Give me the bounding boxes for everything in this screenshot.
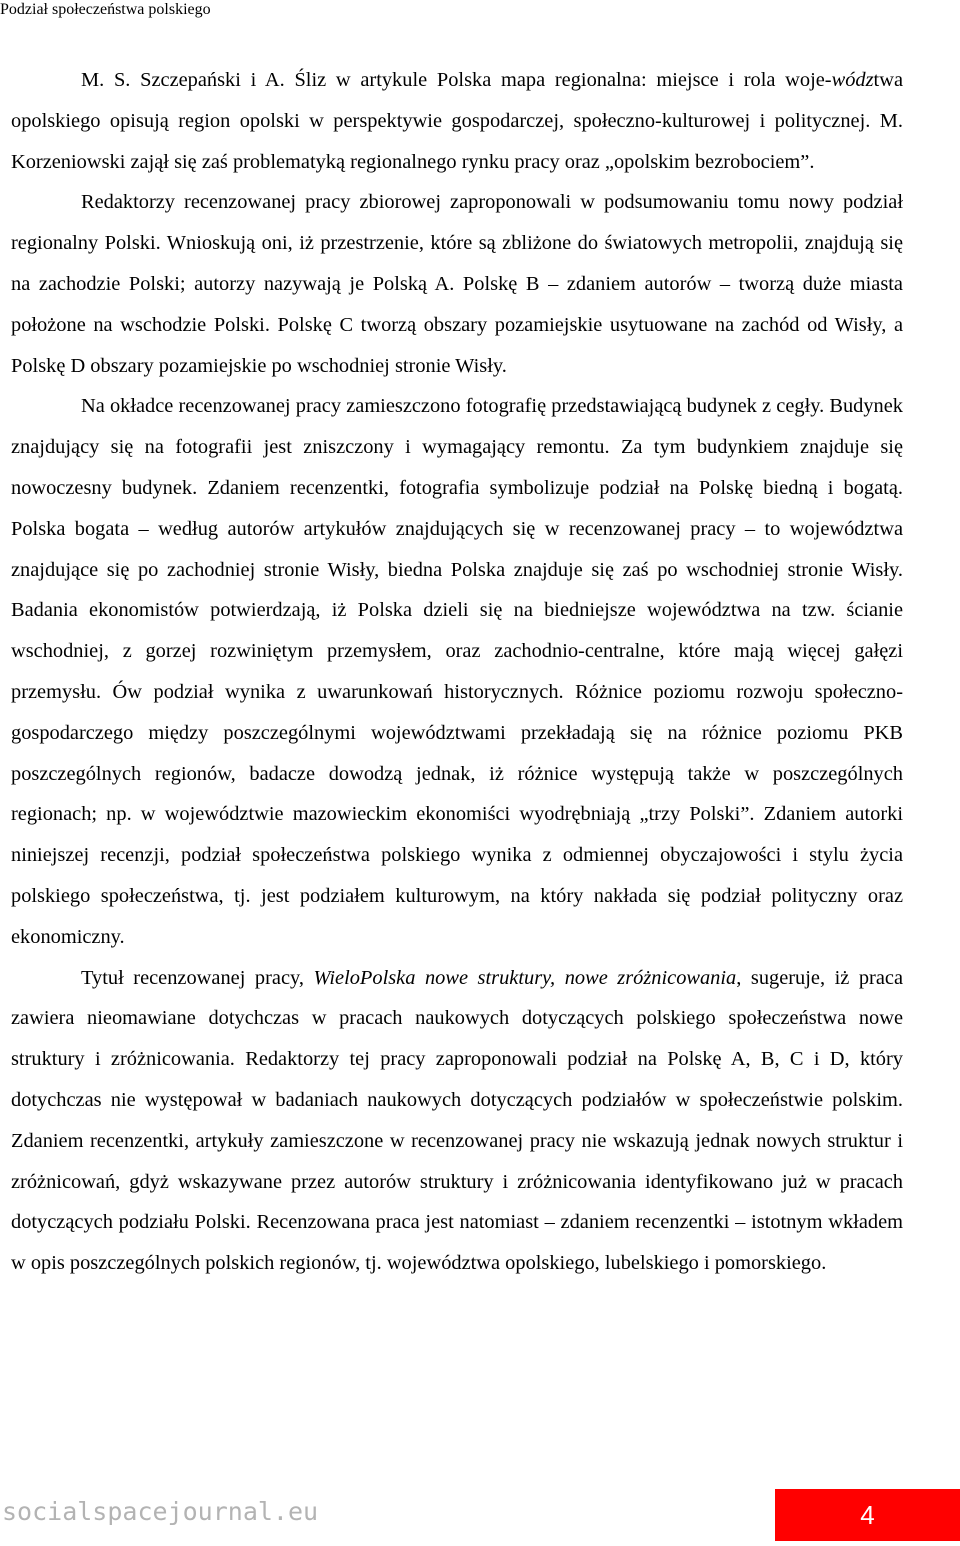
paragraph-1-part-c: twa opolskiego opisują region opolski w perspektywie gospodarczej, społeczno-kulturowej i politycznej. M. Korzeniowski zajął się zaś problematyką regionalnego rynku pracy oraz „opolskim bezrobociem”. <box>11 69 903 173</box>
paragraph-1-italic: wódz <box>831 69 874 91</box>
paragraph-1-part-a: M. S. Szczepański i A. Śliz w artykule Polska mapa regionalna: miejsce i rola woje- <box>81 69 832 91</box>
paragraph-4 <box>11 958 903 1284</box>
book-title: WieloPolska nowe struktury, nowe zróżnicowania <box>313 966 737 989</box>
article-body <box>11 60 903 1284</box>
running-head: Podział społeczeństwa polskiego <box>0 1 211 18</box>
footer-site-url: socialspacejournal.eu <box>2 1497 319 1526</box>
paragraph-3: Na okładce recenzowanej pracy zamieszczono fotografię przedstawiającą budynek z cegły. Budynek znajdujący się na fotografii jest zniszczony i wymagający remontu. Za tym budynkiem znajduje się nowoczesny budynek. Zdaniem recenzentki, fotografia symbolizuje podział na Polskę biedną i bogatą. Polska bogata – według autorów artykułów znajdujących się w recenzowanej pracy – to województwa znajdujące się po zachodniej stronie Wisły, biedna Polska znajduje się zaś po wschodniej stronie Wisły. Badania ekonomistów potwierdzają, iż Polska dzieli się na biedniejsze województwa na tzw. ścianie wschodniej, z gorzej rozwiniętym przemysłem, oraz zachodnio-centralne, które mają więcej gałęzi przemysłu. Ów podział wynika z uwarunkowań historycznych. Różnice poziomu rozwoju społeczno-gospodarczego między poszczególnymi województwami przekładają się na różnice poziomu PKB poszczególnych regionów, badacze dowodzą jednak, iż różnice występują także w poszczególnych regionach; np. w województwie mazowieckim ekonomiści wyodrębniają „trzy Polski”. Zdaniem autorki niniejszej recenzji, podział społeczeństwa polskiego wynika z odmiennej obyczajowości i stylu życia polskiego społeczeństwa, tj. jest podziałem kulturowym, na który nakłada się podział polityczny oraz ekonomiczny. <box>11 395 903 948</box>
paragraph-1 <box>11 60 903 182</box>
paragraph-4-part-c: , sugeruje, iż praca zawiera nieomawiane dotychczas w pracach naukowych dotyczących polskiego społeczeństwa nowe struktury i zróżnicowania. Redaktorzy tej pracy zaproponowali podział na Polskę A, B, C i D, który dotychczas nie występował w badaniach naukowych dotyczących podziałów w społeczeństwie polskim. Zdaniem recenzentki, artykuły zamieszczone w recenzowanej pracy nie wskazują jednak nowych struktur i zróżnicowań, gdyż wskazywane przez autorów struktury i zróżnicowania identyfikowano już w pracach dotyczących podziału Polski. Recenzowana praca jest natomiast – zdaniem recenzentki – istotnym wkładem w opis poszczególnych polskich regionów, tj. województwa opolskiego, lubelskiego i pomorskiego. <box>11 966 903 1275</box>
paragraph-2: Redaktorzy recenzowanej pracy zbiorowej zaproponowali w podsumowaniu tomu nowy podział regionalny Polski. Wnioskują oni, iż przestrzenie, które są zbliżone do światowych metropolii, znajdują się na zachodzie Polski; autorzy nazywają je Polską A. Polskę B – zdaniem autorów – tworzą duże miasta położone na wschodzie Polski. Polskę C tworzą obszary pozamiejskie usytuowane na zachód od Wisły, a Polskę D obszary pozamiejskie po wschodniej stronie Wisły. <box>11 191 903 377</box>
paragraph-4-part-a: Tytuł recenzowanej pracy, <box>81 966 314 989</box>
page-number-badge: 4 <box>775 1489 960 1541</box>
